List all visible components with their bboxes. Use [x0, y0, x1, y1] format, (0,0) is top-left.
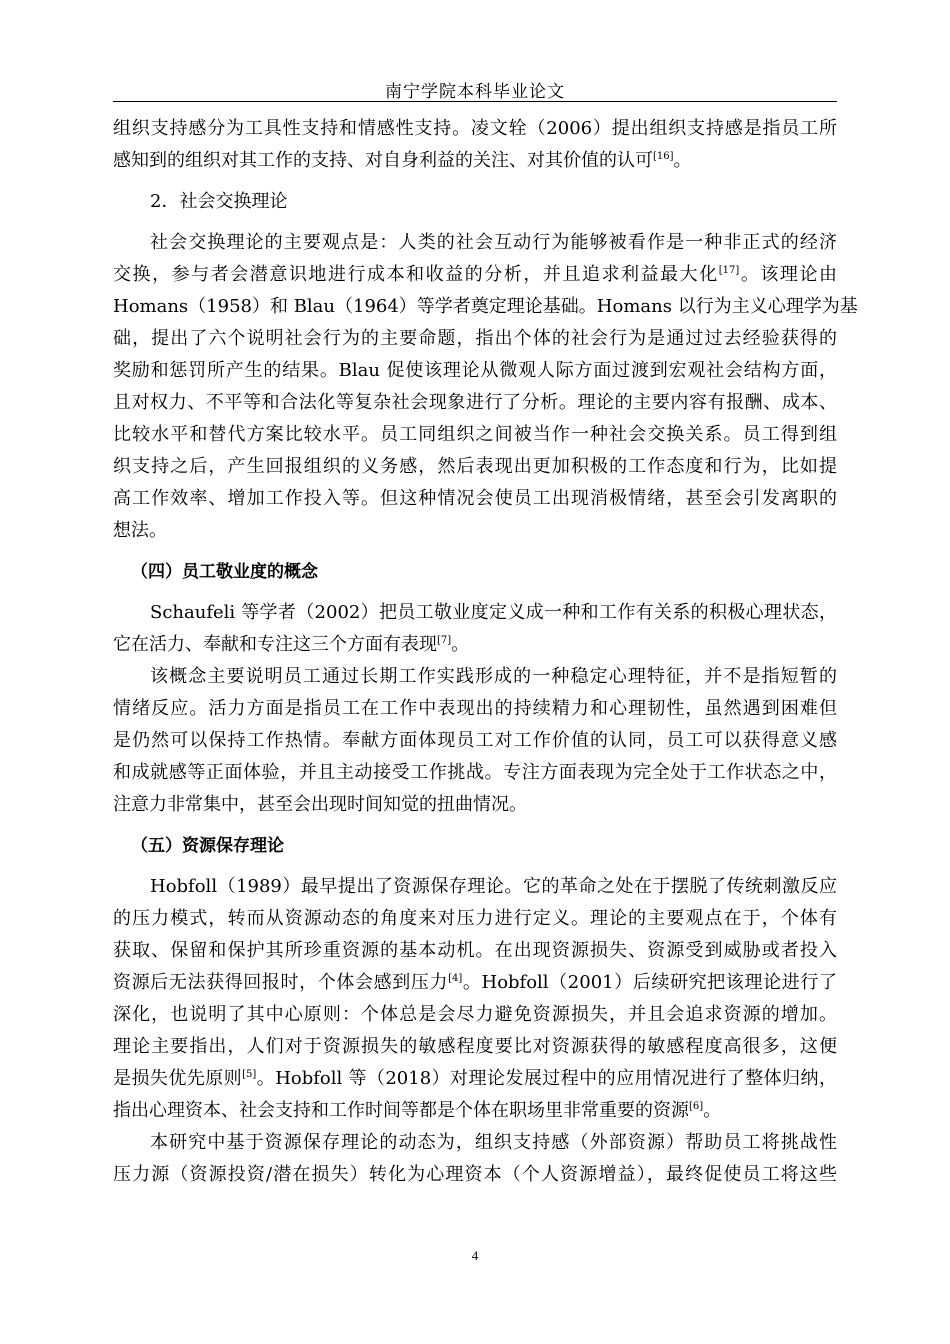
paragraph	[113, 661, 837, 821]
text-line	[113, 355, 837, 387]
text-line	[113, 145, 837, 177]
section-heading: （四）员工敬业度的概念	[131, 562, 318, 582]
text-line	[113, 661, 837, 693]
section-heading: （五）资源保存理论	[131, 836, 284, 856]
paragraph	[113, 597, 837, 661]
paragraph-gap	[113, 177, 837, 186]
text-line	[113, 757, 837, 789]
text-line	[113, 999, 837, 1031]
text-run: 且对权力、不平等和合法化等复杂社会现象进行了分析。理论的主要内容有报酬、成本、	[113, 392, 837, 413]
text-line	[113, 1127, 837, 1159]
paragraph	[113, 113, 837, 177]
paragraph	[113, 1127, 837, 1191]
text-run: 和成就感等正面体验，并且主动接受工作挑战。专注方面表现为完全处于工作状态之中，	[113, 762, 837, 783]
text-run: 。Hobfoll 等（2018）对理论发展过程中的应用情况进行了整体归纳，	[256, 1068, 837, 1089]
text-run: 获取、保留和保护其所珍重资源的基本动机。在出现资源损失、资源受到威胁或者投入	[113, 940, 837, 961]
text-line	[113, 1159, 837, 1191]
text-line	[113, 387, 837, 419]
text-line	[113, 1063, 837, 1095]
text-run: 比较水平和替代方案比较水平。员工同组织之间被当作一种社会交换关系。员工得到组	[113, 424, 837, 445]
citation-reference: [4]	[448, 973, 463, 984]
paragraph	[113, 227, 858, 547]
text-run: 理论主要指出，人们对于资源损失的敏感程度要比对资源获得的敏感程度高很多，这便	[113, 1036, 837, 1057]
text-line	[113, 1031, 837, 1063]
text-run: Homans（1958）和 Blau（1964）等学者奠定理论基础。Homans 以行为主义心理学为基	[113, 296, 858, 317]
text-run: 情绪反应。活力方面是指员工在工作中表现出的持续精力和心理韧性，虽然遇到困难但	[113, 698, 837, 719]
text-run: 交换，参与者会潜意识地进行成本和收益的分析，并且追求利益最大化	[113, 264, 719, 285]
text-run: 奖励和惩罚所产生的结果。Blau 促使该理论从微观人际方面过渡到宏观社会结构方面，	[113, 360, 837, 381]
text-line	[113, 597, 837, 629]
paragraph-gap	[113, 547, 837, 556]
text-run: 。	[673, 150, 692, 171]
text-run: 感知到的组织对其工作的支持、对自身利益的关注、对其价值的认可	[113, 150, 653, 171]
paragraph	[113, 871, 837, 1127]
text-line	[113, 451, 837, 483]
text-line	[113, 903, 837, 935]
text-run: 它在活力、奉献和专注这三个方面有表现	[113, 634, 437, 655]
text-line	[113, 725, 837, 757]
text-run: 注意力非常集中，甚至会出现时间知觉的扭曲情况。	[113, 794, 527, 815]
text-line	[113, 515, 837, 547]
text-run: 本研究中基于资源保存理论的动态为，组织支持感（外部资源）帮助员工将挑战性	[150, 1132, 837, 1153]
citation-reference: [17]	[718, 265, 740, 276]
text-line	[113, 323, 837, 355]
text-run: 。	[703, 1100, 722, 1121]
text-run: 。该理论由	[739, 264, 838, 285]
text-run: Hobfoll（1989）最早提出了资源保存理论。它的革命之处在于摆脱了传统刺激反应	[150, 876, 837, 897]
paragraph-gap	[113, 218, 837, 227]
text-run: 是仍然可以保持工作热情。奉献方面体现员工对工作价值的认同，员工可以获得意义感	[113, 730, 837, 751]
citation-reference: [6]	[689, 1101, 704, 1112]
citation-reference: [5]	[242, 1069, 257, 1080]
paragraph-gap	[113, 862, 837, 871]
text-line	[113, 935, 837, 967]
text-line	[113, 227, 837, 259]
text-run: 资源后无法获得回报时，个体会感到压力	[113, 972, 449, 993]
text-run: 社会交换理论的主要观点是：人类的社会互动行为能够被看作是一种非正式的经济	[150, 232, 837, 253]
text-run: 高工作效率、增加工作投入等。但这种情况会使员工出现消极情绪，甚至会引发离职的	[113, 488, 837, 509]
text-run: 织支持之后，产生回报组织的义务感，然后表现出更加积极的工作态度和行为，比如提	[113, 456, 837, 477]
header-divider	[113, 101, 837, 102]
text-run: 。Hobfoll（2001）后续研究把该理论进行了	[462, 972, 837, 993]
text-line	[113, 693, 837, 725]
text-line	[113, 113, 837, 145]
text-run: 该概念主要说明员工通过长期工作实践形成的一种稳定心理特征，并不是指短暂的	[150, 666, 837, 687]
text-line	[113, 629, 837, 661]
subsection-heading: 2．社会交换理论	[150, 191, 288, 212]
text-run: 。	[451, 634, 470, 655]
text-run: Schaufeli 等学者（2002）把员工敬业度定义成一种和工作有关系的积极心理状态，	[150, 602, 837, 623]
text-line	[113, 1095, 837, 1127]
page-number: 4	[471, 1248, 479, 1263]
text-run: 深化，也说明了其中心原则：个体总是会尽力避免资源损失，并且会追求资源的增加。	[113, 1004, 837, 1025]
text-run: 础，提出了六个说明社会行为的主要命题，指出个体的社会行为是通过过去经验获得的	[113, 328, 837, 349]
text-run: 是损失优先原则	[113, 1068, 243, 1089]
text-run: 指出心理资本、社会支持和工作时间等都是个体在职场里非常重要的资源	[113, 1100, 689, 1121]
text-run: 的压力模式，转而从资源动态的角度来对压力进行定义。理论的主要观点在于，个体有	[113, 908, 837, 929]
document-body	[113, 113, 858, 1191]
text-line	[113, 291, 858, 323]
text-line	[113, 871, 837, 903]
citation-reference: [16]	[653, 151, 674, 162]
text-run: 想法。	[113, 520, 167, 541]
paragraph-gap	[113, 821, 837, 830]
text-run: 压力源（资源投资/潜在损失）转化为心理资本（个人资源增益），最终促使员工将这些	[113, 1164, 837, 1185]
text-line	[113, 259, 837, 291]
paragraph-gap	[113, 588, 837, 597]
page-header-title: 南宁学院本科毕业论文	[385, 82, 565, 102]
text-line	[113, 967, 837, 999]
text-run: 组织支持感分为工具性支持和情感性支持。凌文辁（2006）提出组织支持感是指员工所	[113, 118, 837, 139]
citation-reference: [7]	[437, 635, 452, 646]
text-line	[113, 789, 837, 821]
text-line	[113, 483, 837, 515]
text-line	[113, 419, 837, 451]
